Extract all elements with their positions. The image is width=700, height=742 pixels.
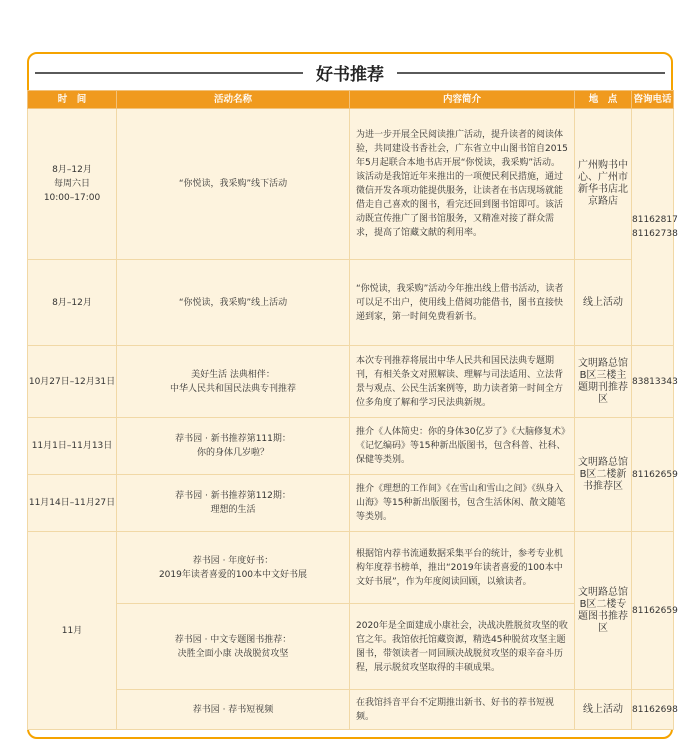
- content-cell: [350, 475, 575, 532]
- name-cell: [117, 260, 350, 346]
- time-cell: [28, 346, 117, 418]
- phone-cell: [632, 109, 678, 346]
- content-cell: [350, 346, 575, 418]
- table-row: [28, 260, 674, 346]
- name-text: 美好生活 法典相伴： 中华人民共和国民法典专刊推荐: [169, 369, 296, 394]
- time-text: 11月1日–11月13日: [31, 441, 113, 451]
- phone-text: 81162659: [632, 469, 678, 480]
- title-divider-right: [397, 72, 665, 74]
- phone-cell: [632, 346, 678, 418]
- phone-cell: [632, 532, 678, 690]
- table-row: [28, 346, 674, 418]
- content-text: “你悦读，我采购”活动今年推出线上借书活动，读者可以足不出户，使用线上借阅功能借书，图书直接快递到家，第一时间免费看新书。: [356, 283, 564, 322]
- name-text: 荐书园 · 新书推荐第112期： 理想的生活: [175, 491, 291, 515]
- time-cell: [28, 532, 117, 730]
- place-text: 广州购书中心、广州市新华书店北京路店: [578, 160, 628, 207]
- table-row: [28, 109, 674, 260]
- place-cell: [575, 260, 632, 346]
- title-row: [27, 52, 673, 92]
- phone-text: 81162659: [632, 605, 678, 616]
- name-text: 荐书园 · 中文专题图书推荐： 决胜全面小康 决战脱贫攻坚: [174, 634, 292, 659]
- name-cell: [117, 109, 350, 260]
- time-cell: [28, 418, 117, 475]
- time-text: 11月: [61, 625, 83, 636]
- time-text: 11月14日–11月27日: [28, 498, 116, 508]
- name-text: 荐书园 · 新书推荐第111期： 你的身体几岁啦？: [175, 434, 291, 458]
- header-content: 内容简介: [350, 91, 575, 109]
- name-cell: [117, 532, 350, 604]
- time-cell: [28, 260, 117, 346]
- place-cell: [575, 346, 632, 418]
- header-name: 活动名称: [117, 91, 350, 109]
- content-text: 本次专刊推荐将展出中华人民共和国民法典专题期刊，有相关条文对照解读、理解与司法适用、立法背景与观点、公民生活案例等，助力读者第一时间全方位多角度了解和学习民法典新规。: [356, 355, 564, 408]
- name-cell: [117, 690, 350, 730]
- phone-text: 81162817 81162738: [632, 215, 678, 239]
- activity-table: [27, 90, 678, 730]
- phone-text: 81162698: [632, 704, 678, 715]
- content-text: 推介《人体简史：你的身体30亿岁了》《大脑修复术》《记忆编码》等15种新出版图书，包含科普、社科、保健等类别。: [356, 427, 566, 465]
- content-cell: [350, 604, 575, 690]
- content-cell: [350, 260, 575, 346]
- time-cell: [28, 109, 117, 260]
- name-text: 荐书园 · 荐书短视频: [192, 704, 274, 715]
- content-cell: [350, 109, 575, 260]
- table-row: [28, 418, 674, 475]
- content-cell: [350, 690, 575, 730]
- place-cell: [575, 532, 632, 690]
- name-cell: [117, 604, 350, 690]
- header-place: 地 点: [575, 91, 632, 109]
- name-cell: [117, 475, 350, 532]
- name-text: 荐书园 · 年度好书： 2019年读者喜爱的100本中文好书展: [158, 555, 308, 580]
- name-cell: [117, 346, 350, 418]
- time-text: 8月–12月 每周六日 10:00–17:00: [43, 165, 101, 203]
- place-cell: [575, 690, 632, 730]
- name-text: “你悦读，我采购”线下活动: [178, 179, 288, 189]
- content-text: 根据馆内荐书流通数据采集平台的统计，参考专业机构年度荐书榜单，推出“2019年读者喜爱的100本中文好书展”，作为年度阅读回顾，以飨读者。: [356, 548, 564, 587]
- content-text: 推介《理想的工作间》《在雪山和雪山之间》《纵身入山海》等15种新出版图书，包含生活休闲、散文随笔等类别。: [356, 484, 566, 522]
- header-phone: 咨询电话: [632, 91, 674, 109]
- place-text: 线上活动: [583, 703, 623, 715]
- phone-cell: [632, 418, 678, 532]
- place-text: 文明路总馆B区二楼新书推荐区: [578, 456, 628, 492]
- place-text: 文明路总馆B区二楼专题图书推荐区: [578, 586, 628, 634]
- time-cell: [28, 475, 117, 532]
- place-cell: [575, 109, 632, 260]
- table-row: [28, 690, 674, 730]
- content-text: 为进一步开展全民阅读推广活动，提升读者的阅读体验，共同建设书香社会，广东省立中山图书馆自2015年5月起联合本地书店开展“你悦读，我采购”活动。该活动是我馆近年来推出的一项便民利民措施，通过微信开发各项功能提供服务，让读者在书店现场就能借走自己喜欢的图书，看完还回到图书馆即可。该活动既宣传推广了图书馆服务，又精准对接了群众需求，提高了馆藏文献的利用率。: [356, 130, 568, 238]
- place-text: 线上活动: [583, 296, 623, 308]
- name-text: “你悦读，我采购”线上活动: [178, 297, 288, 308]
- time-text: 10月27日–12月31日: [28, 376, 116, 387]
- header-time: 时 间: [28, 91, 117, 109]
- place-text: 文明路总馆B区三楼主题期刊推荐区: [578, 357, 628, 405]
- name-cell: [117, 418, 350, 475]
- phone-cell: [632, 690, 678, 730]
- page-title: 好书推荐: [316, 65, 384, 85]
- time-text: 8月–12月: [52, 297, 92, 308]
- place-cell: [575, 418, 632, 532]
- content-cell: [350, 418, 575, 475]
- phone-text: 83813343: [632, 376, 678, 387]
- content-cell: [350, 532, 575, 604]
- content-text: 在我馆抖音平台不定期推出新书、好书的荐书短视频。: [356, 697, 555, 722]
- table-header-row: [28, 91, 674, 109]
- table-row: [28, 532, 674, 604]
- content-text: 2020年是全面建成小康社会，决战决胜脱贫攻坚的收官之年。我馆依托馆藏资源，精选45种脱贫攻坚主题图书，带领读者一同回顾决战脱贫攻坚的艰辛奋斗历程，展示脱贫攻坚取得的丰硕成果。: [356, 620, 568, 673]
